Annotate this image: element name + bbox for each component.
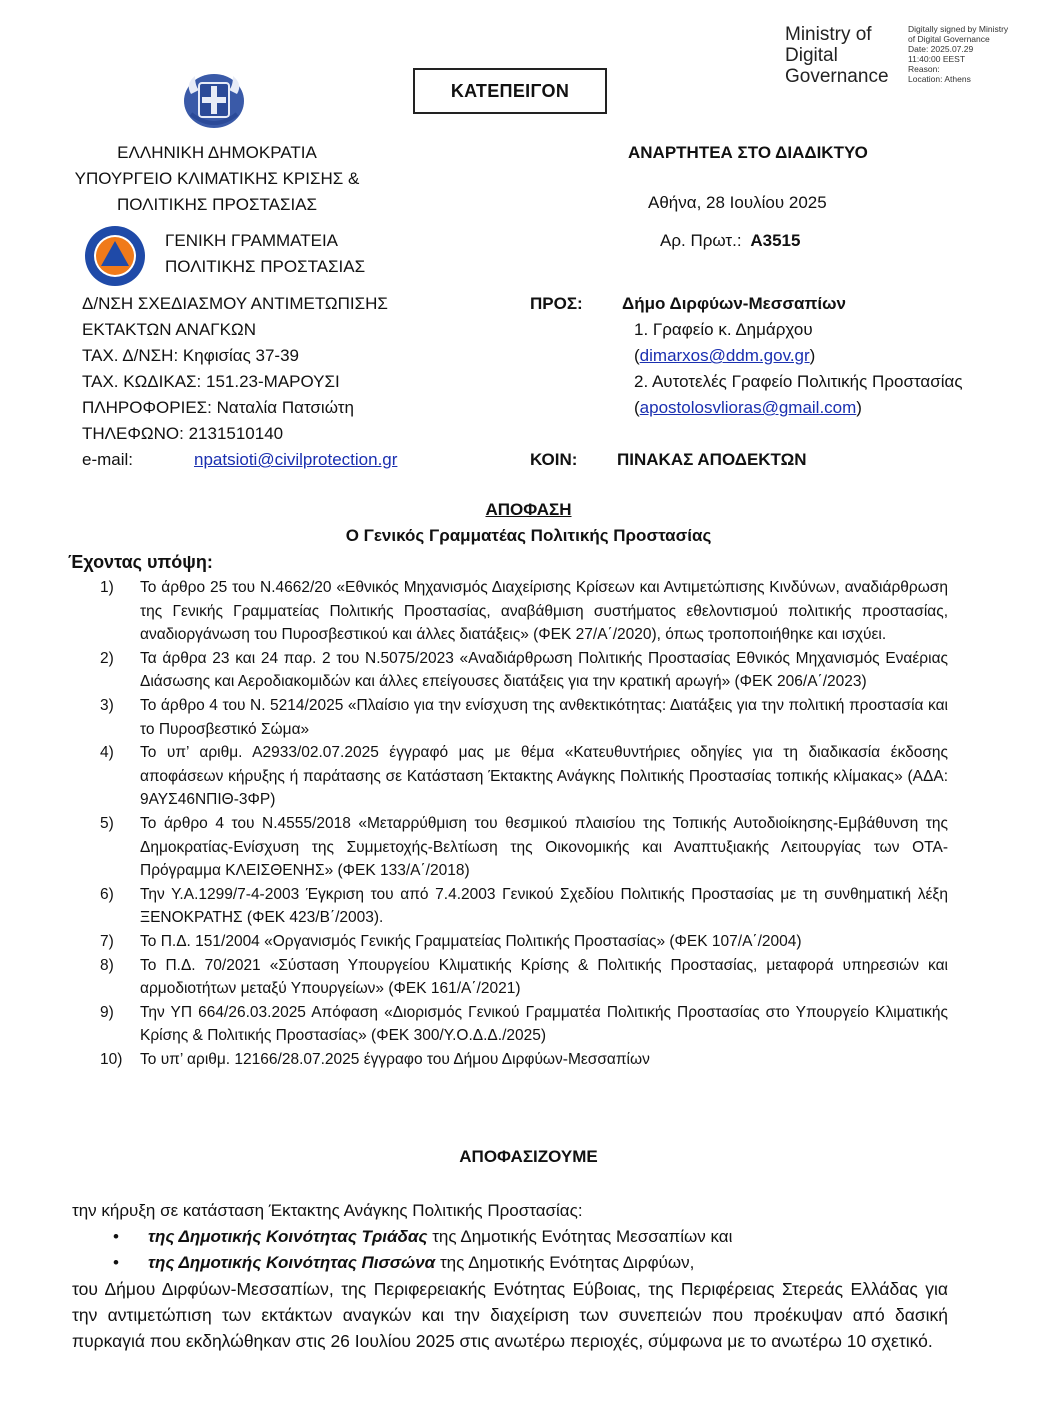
item-number: 5)	[100, 814, 114, 832]
list-item	[113, 1250, 732, 1276]
considerations-list	[100, 576, 948, 1071]
urgent-stamp	[413, 68, 607, 114]
recipient-item: 2. Αυτοτελές Γραφείο Πολιτικής Προστασίας	[634, 372, 963, 391]
recipient-item: 1. Γραφείο κ. Δημάρχου	[634, 320, 813, 339]
signature-line: 11:40:00 EEST	[908, 54, 966, 64]
protocol-value: Α3515	[750, 231, 801, 250]
closing-paragraph: του Δήμου Διρφύων-Μεσσαπίων, της Περιφερειακής Ενότητας Εύβοιας, της Περιφέρειας Στερεάς Ελλάδας για την αντιμετώπιση των εκτάκτων αναγκών και την διαχείριση των συνεπειών που προέκυψαν από δασική πυρκαγιά που εκδηλώθηκαν στις 26 Ιουλίου 2025 στις ανωτέρω περιοχές, σύμφωνα με το ανωτέρω 10 σχετικό.	[72, 1279, 948, 1351]
list-item	[100, 576, 948, 647]
ministry-signature-name	[785, 24, 889, 87]
item-text: Την Υ.Α.1299/7-4-2003 Έγκριση του από 7.4.2003 Γενικού Σχεδίου Πολιτικής Προστασίας με τη συνθηματική λέξη ΞΕΝΟΚΡΑΤΗΣ (ΦΕΚ 423/Β΄/2003).	[140, 885, 948, 927]
to-label: ΠΡΟΣ:	[530, 294, 583, 313]
list-item	[100, 812, 948, 883]
signature-line: Date: 2025.07.29	[908, 44, 974, 54]
item-number: 7)	[100, 932, 114, 950]
signature-line: of Digital Governance	[908, 34, 990, 44]
item-text: Το άρθρο 4 του Ν.4555/2018 «Μεταρρύθμιση του θεσμικού πλαισίου της Τοπικής Αυτοδιοίκησης-Εμβάθυνση της Δημοκρατίας-Ενίσχυση της Συμμετοχής-Βελτίωση της Οικονομικής και Αναπτυξιακής Λειτουργίας των ΟΤΑ-Πρόγραμμα ΚΛΕΙΣΘΕΝΗΣ» (ΦΕΚ 133/Α΄/2018)	[140, 814, 948, 880]
item-text: Την ΥΠ 664/26.03.2025 Απόφαση «Διορισμός Γενικού Γραμματέα Πολιτικής Προστασίας στο Υπουργείο Κλιματικής Κρίσης & Πολιτικής Προστασίας» (ΦΕΚ 300/Υ.Ο.Δ.Δ./2025)	[140, 1003, 948, 1045]
signature-line: Location: Athens	[908, 74, 971, 84]
recipient-email: (dimarxos@ddm.gov.gr)	[634, 346, 816, 365]
koin-label: ΚΟΙΝ:	[530, 450, 578, 469]
email-row	[82, 447, 397, 473]
signature-line: Reason:	[908, 64, 940, 74]
item-number: 4)	[100, 744, 114, 762]
urgent-label: ΚΑΤΕΠΕΙΓΟΝ	[450, 80, 570, 101]
sender-email-link[interactable]: npatsioti@civilprotection.gr	[194, 450, 398, 469]
area-name: της Δημοτικής Κοινότητας Πισσώνα	[148, 1253, 436, 1272]
ministry-line: Digital	[785, 45, 838, 66]
signature-line: Digitally signed by Ministry	[908, 24, 1009, 34]
decide-heading: ΑΠΟΦΑΣΙΖΟΥΜΕ	[459, 1147, 598, 1166]
item-text: Το υπ’ αριθμ. 12166/28.07.2025 έγγραφο του Δήμου Διρφύων-Μεσσαπίων	[140, 1050, 650, 1068]
list-item	[100, 930, 948, 954]
item-number: 1)	[100, 579, 114, 596]
ministry-line: Governance	[785, 66, 889, 87]
mayor-email-link[interactable]: dimarxos@ddm.gov.gr	[639, 346, 810, 365]
list-item	[100, 883, 948, 930]
civil-protection-office-email-link[interactable]: apostolosvlioras@gmail.com	[639, 398, 857, 417]
item-number: 6)	[100, 885, 114, 903]
list-item	[100, 1001, 948, 1048]
list-item	[113, 1224, 732, 1250]
item-number: 8)	[100, 956, 114, 974]
list-item	[100, 694, 948, 741]
area-unit: της Δημοτικής Ενότητας Διρφύων,	[435, 1253, 695, 1272]
recipient-name: Δήμο Διρφύων-Μεσσαπίων	[622, 294, 846, 313]
email-label: e-mail:	[82, 450, 134, 469]
post-online-notice: ΑΝΑΡΤΗΤΕΑ ΣΤΟ ΔΙΑΔΙΚΤΥΟ	[628, 143, 868, 162]
bullet-icon: •	[113, 1253, 119, 1272]
list-item	[100, 1048, 948, 1072]
item-text: Το Π.Δ. 70/2021 «Σύσταση Υπουργείου Κλιματικής Κρίσης & Πολιτικής Προστασίας, μεταφορά υπηρεσιών και αρμοδιοτήτων μεταξύ Υπουργείων» (ΦΕΚ 161/Α΄/2021)	[140, 956, 948, 998]
issuer-line: ΕΛΛΗΝΙΚΗ ΔΗΜΟΚΡΑΤΙΑ	[117, 143, 317, 162]
area-name: της Δημοτικής Κοινότητας Τριάδας	[148, 1227, 428, 1246]
list-item	[100, 647, 948, 694]
protocol-number	[660, 228, 800, 254]
address: ΤΑΧ. Δ/ΝΣΗ: Κηφισίας 37-39	[82, 346, 299, 365]
area-unit: της Δημοτικής Ενότητας Μεσσαπίων και	[427, 1227, 733, 1246]
item-text: Το Π.Δ. 151/2004 «Οργανισμός Γενικής Γραμματείας Πολιτικής Προστασίας» (ΦΕΚ 107/Α΄/2004)	[140, 932, 802, 950]
declaration-text: την κήρυξη σε κατάσταση Έκτακτης Ανάγκης Πολιτικής Προστασίας:	[72, 1201, 583, 1220]
digital-signature-details	[908, 24, 1008, 84]
dept-line: ΕΚΤΑΚΤΩΝ ΑΝΑΓΚΩΝ	[82, 320, 256, 339]
protocol-label: Αρ. Πρωτ.:	[660, 231, 742, 250]
item-number: 3)	[100, 696, 114, 714]
general-secretariat	[165, 228, 365, 280]
item-text: Τα άρθρα 23 και 24 παρ. 2 του Ν.5075/2023 «Αναδιάρθρωση Πολιτικής Προστασίας Εθνικός Μηχανισμός Εναέριας Διάσωσης και Αεροδιακομιδών και άλλες επείγουσες διατάξεις για την κρατική αρωγή» (ΦΕΚ 206/Α΄/2023)	[140, 649, 948, 691]
issuer-line: ΥΠΟΥΡΓΕΙΟ ΚΛΙΜΑΤΙΚΗΣ ΚΡΙΣΗΣ &	[74, 169, 360, 188]
document-date: Αθήνα, 28 Ιουλίου 2025	[648, 193, 827, 212]
recipient-email: (apostolosvlioras@gmail.com)	[634, 398, 862, 417]
item-text: Το άρθρο 4 του Ν. 5214/2025 «Πλαίσιο για την ενίσχυση της ανθεκτικότητας: Διατάξεις για την πολιτική προστασία και το Πυροσβεστικό Σώμα»	[140, 696, 948, 738]
secretariat-line: ΠΟΛΙΤΙΚΗΣ ΠΡΟΣΤΑΣΙΑΣ	[165, 257, 366, 276]
list-item	[100, 954, 948, 1001]
issuer-line: ΠΟΛΙΤΙΚΗΣ ΠΡΟΣΤΑΣΙΑΣ	[116, 195, 318, 214]
item-number: 10)	[100, 1050, 123, 1068]
decision-title: ΑΠΟΦΑΣΗ	[485, 500, 572, 519]
koin-value: ΠΙΝΑΚΑΣ ΑΠΟΔΕΚΤΩΝ	[617, 450, 807, 469]
secretariat-line: ΓΕΝΙΚΗ ΓΡΑΜΜΑΤΕΙΑ	[165, 231, 339, 250]
bullet-icon: •	[113, 1227, 119, 1246]
decision-heading	[0, 500, 1057, 520]
department-contact	[82, 291, 397, 473]
item-text: Το υπ’ αριθμ. Α2933/02.07.2025 έγγραφό μας με θέμα «Κατευθυντήριες οδηγίες για τη διαδικασία έκδοσης αποφάσεων κήρυξης ή παράτασης σε Κατάσταση Έκτακτης Ανάγκης Πολιτικής Προστασίας τοπικής κλίμακας» (ΑΔΑ: 9ΑΥΣ46ΝΠΙΘ-3ΦΡ)	[140, 744, 948, 809]
item-number: 2)	[100, 649, 114, 667]
issuer-header	[62, 140, 372, 218]
affected-areas-list	[113, 1224, 732, 1276]
considerations-intro: Έχοντας υπόψη:	[68, 552, 213, 572]
phone: ΤΗΛΕΦΩΝΟ: 2131510140	[82, 424, 284, 443]
dept-line: Δ/ΝΣΗ ΣΧΕΔΙΑΣΜΟΥ ΑΝΤΙΜΕΤΩΠΙΣΗΣ	[82, 294, 388, 313]
list-item	[100, 741, 948, 812]
item-number: 9)	[100, 1003, 114, 1021]
decision-subtitle: Ο Γενικός Γραμματέας Πολιτικής Προστασίας	[345, 526, 712, 545]
civil-protection-logo	[82, 225, 148, 287]
greek-emblem-logo	[181, 70, 247, 130]
item-text: Το άρθρο 25 του Ν.4662/20 «Εθνικός Μηχανισμός Διαχείρισης Κρίσεων και Αντιμετώπισης Κινδύνων, αναδιάρθρωση της Γενικής Γραμματείας Πολιτικής Προστασίας, αναβάθμιση συστήματος εθελοντισμού πολιτικής προστασίας, αναδιοργάνωση του Πυροσβεστικού και άλλες διατάξεις» (ΦΕΚ 27/Α΄/2020), όπως τροποποιήθηκε και ισχύει.	[140, 579, 948, 644]
contact-person: ΠΛΗΡΟΦΟΡΙΕΣ: Ναταλία Πατσιώτη	[82, 398, 354, 417]
postal-code: ΤΑΧ. ΚΩΔΙΚΑΣ: 151.23-ΜΑΡΟΥΣΙ	[82, 372, 340, 391]
ministry-line: Ministry of	[785, 24, 872, 45]
